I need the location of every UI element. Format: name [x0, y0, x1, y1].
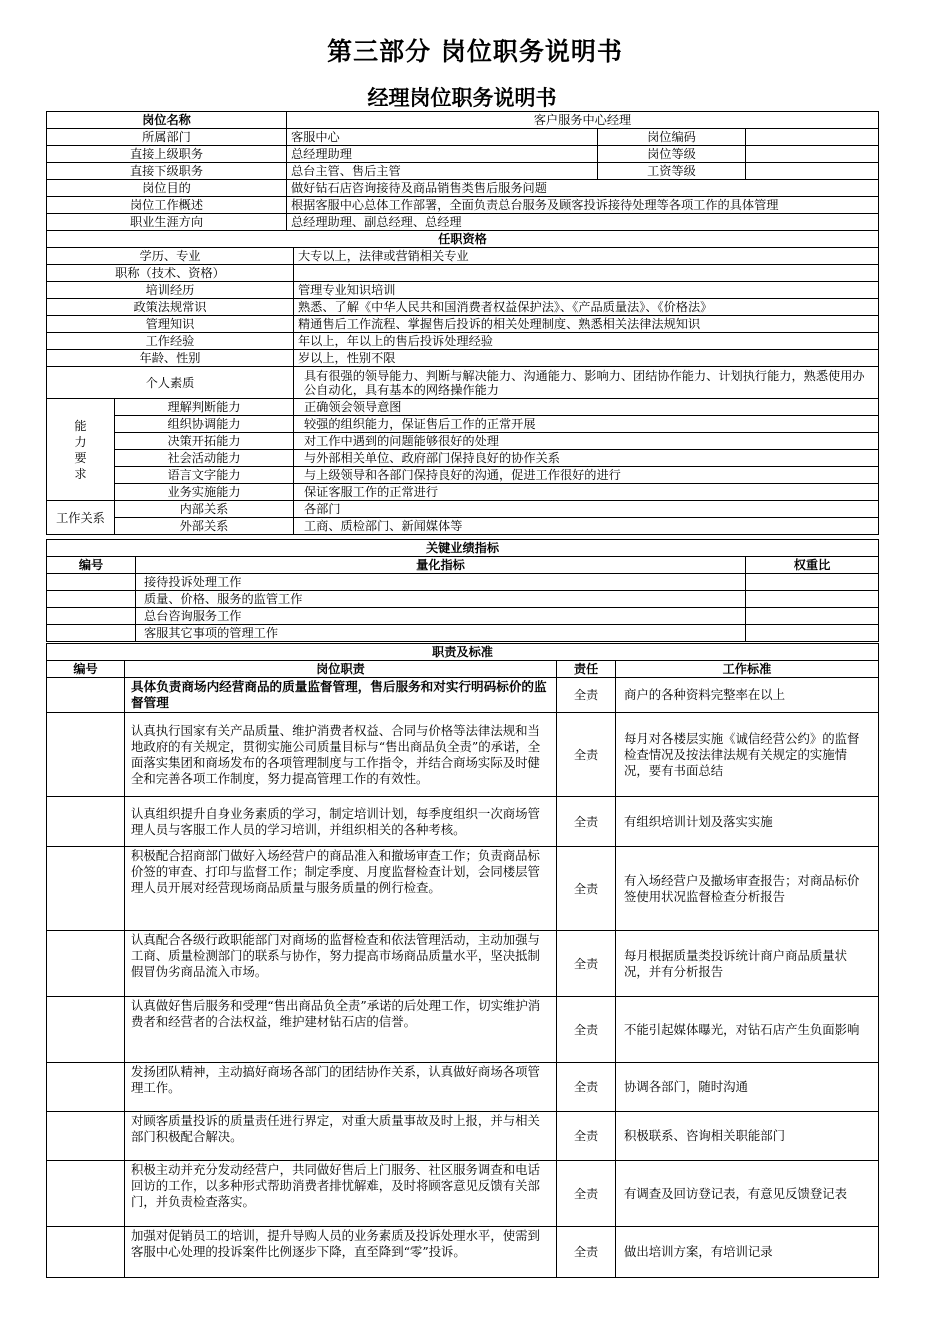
duty-text: 发扬团队精神，主动搞好商场各部门的团结协作关系，认真做好商场各项管理工作。 [125, 1063, 557, 1112]
duty-resp: 全责 [557, 797, 616, 847]
subordinate-value: 总台主管、售后主管 [287, 163, 598, 180]
ability-row [47, 433, 879, 450]
kpi-weight [746, 608, 879, 625]
ability-row [47, 484, 879, 501]
duties-col-std: 工作标准 [616, 661, 879, 678]
duty-text: 具体负责商场内经营商品的质量监督管理，售后服务和对实行明码标价的监督管理 [125, 678, 557, 713]
relation-label: 内部关系 [115, 501, 294, 518]
kpi-no [47, 608, 136, 625]
ability-row [47, 399, 879, 416]
level-value [746, 146, 879, 163]
kpi-metric: 总台咨询服务工作 [136, 608, 746, 625]
duty-standard: 积极联系、咨询相关职能部门 [616, 1112, 879, 1161]
qual-row [47, 282, 879, 299]
duty-no [47, 847, 125, 931]
qual-value [294, 265, 879, 282]
kpi-section-row [47, 540, 879, 557]
duty-no [47, 997, 125, 1063]
duty-resp: 全责 [557, 1161, 616, 1227]
purpose-value: 做好钻石店咨询接待及商品销售类售后服务问题 [287, 180, 879, 197]
superior-label: 直接上级职务 [47, 146, 287, 163]
relation-label: 外部关系 [115, 518, 294, 535]
ability-row [47, 416, 879, 433]
duty-resp: 全责 [557, 847, 616, 931]
qual-row [47, 299, 879, 316]
subordinate-label: 直接下级职务 [47, 163, 287, 180]
wage-value [746, 163, 879, 180]
career-label: 职业生涯方向 [47, 214, 287, 231]
duty-row [47, 1112, 879, 1161]
kpi-row [47, 591, 879, 608]
overview-value: 根据客服中心总体工作部署，全面负责总台服务及顾客投诉接待处理等各项工作的具体管理 [287, 197, 879, 214]
duty-resp: 全责 [557, 997, 616, 1063]
duties-section-title: 职责及标准 [47, 644, 879, 661]
kpi-no [47, 574, 136, 591]
duty-row [47, 713, 879, 797]
ability-group-label: 能力要求 [47, 399, 115, 501]
duties-col-no: 编号 [47, 661, 125, 678]
duty-resp: 全责 [557, 1112, 616, 1161]
relation-group-label: 工作关系 [47, 501, 115, 535]
ability-row [47, 467, 879, 484]
ability-value: 对工作中遇到的问题能够很好的处理 [294, 433, 879, 450]
duty-resp: 全责 [557, 678, 616, 713]
duty-resp: 全责 [557, 1227, 616, 1278]
duty-standard: 不能引起媒体曝光，对钻石店产生负面影响 [616, 997, 879, 1063]
kpi-metric: 质量、价格、服务的监管工作 [136, 591, 746, 608]
kpi-table [46, 539, 879, 642]
career-row [47, 214, 879, 231]
kpi-weight [746, 574, 879, 591]
part-title: 第三部分 岗位职务说明书 [327, 37, 623, 66]
ability-value: 正确领会领导意图 [294, 399, 879, 416]
position-name-row [47, 112, 879, 129]
duty-row [47, 931, 879, 997]
kpi-header-row [47, 557, 879, 574]
duty-standard: 协调各部门，随时沟通 [616, 1063, 879, 1112]
kpi-no [47, 591, 136, 608]
ability-label: 决策开拓能力 [115, 433, 294, 450]
ability-label: 组织协调能力 [115, 416, 294, 433]
duty-row [47, 797, 879, 847]
duty-text: 认真组织提升自身业务素质的学习，制定培训计划，每季度组织一次商场管理人员与客服工作人员的学习培训，并组织相关的各种考核。 [125, 797, 557, 847]
duty-standard: 每月对各楼层实施《诚信经营公约》的监督检查情况及按法律法规有关规定的实施情况，要有书面总结 [616, 713, 879, 797]
superior-row [47, 146, 879, 163]
relation-row [47, 501, 879, 518]
qual-value: 管理专业知识培训 [294, 282, 879, 299]
duties-table [46, 643, 879, 1278]
qualification-section-title: 任职资格 [47, 231, 879, 248]
qual-value: 熟悉、了解《中华人民共和国消费者权益保护法》、《产品质量法》、《价格法》 [294, 299, 879, 316]
relation-value: 工商、质检部门、新闻媒体等 [294, 518, 879, 535]
duty-row [47, 847, 879, 931]
duties-col-duty: 岗位职责 [125, 661, 557, 678]
duties-col-resp: 责任 [557, 661, 616, 678]
qual-label: 培训经历 [47, 282, 294, 299]
kpi-row [47, 608, 879, 625]
qual-label: 职称（技术、资格） [47, 265, 294, 282]
ability-value: 保证客服工作的正常进行 [294, 484, 879, 501]
qual-row [47, 316, 879, 333]
position-name-value: 客户服务中心经理 [287, 112, 879, 129]
duty-row [47, 997, 879, 1063]
qual-row [47, 333, 879, 350]
qual-label: 管理知识 [47, 316, 294, 333]
duties-header-row [47, 661, 879, 678]
qual-row [47, 265, 879, 282]
dept-label: 所属部门 [47, 129, 287, 146]
overview-label: 岗位工作概述 [47, 197, 287, 214]
duty-no [47, 713, 125, 797]
qual-label: 个人素质 [47, 367, 294, 399]
duty-no [47, 1161, 125, 1227]
duty-no [47, 797, 125, 847]
ability-label: 语言文字能力 [115, 467, 294, 484]
ability-row [47, 450, 879, 467]
qual-value: 精通售后工作流程、掌握售后投诉的相关处理制度、熟悉相关法律法规知识 [294, 316, 879, 333]
ability-value: 较强的组织能力，保证售后工作的正常开展 [294, 416, 879, 433]
code-value [746, 129, 879, 146]
ability-value: 与外部相关单位、政府部门保持良好的协作关系 [294, 450, 879, 467]
kpi-weight [746, 591, 879, 608]
duty-row [47, 1063, 879, 1112]
duty-resp: 全责 [557, 1063, 616, 1112]
kpi-row [47, 625, 879, 642]
duty-row [47, 1227, 879, 1278]
kpi-col-no: 编号 [47, 557, 136, 574]
duty-text: 加强对促销员工的培训，提升导购人员的业务素质及投诉处理水平，使需到客服中心处理的投诉案件比例逐步下降，直至降到“零”投诉。 [125, 1227, 557, 1278]
duty-standard: 有组织培训计划及落实实施 [616, 797, 879, 847]
duty-standard: 每月根据质量类投诉统计商户商品质量状况，并有分析报告 [616, 931, 879, 997]
code-label: 岗位编码 [598, 129, 746, 146]
relation-row [47, 518, 879, 535]
ability-label: 业务实施能力 [115, 484, 294, 501]
duty-text: 认真配合各级行政职能部门对商场的监督检查和依法管理活动，主动加强与工商、质量检测部门的联系与协作，努力提高市场商品质量水平，坚决抵制假冒伪劣商品流入市场。 [125, 931, 557, 997]
purpose-label: 岗位目的 [47, 180, 287, 197]
basic-info-table [46, 111, 879, 535]
qual-value: 具有很强的领导能力、判断与解决能力、沟通能力、影响力、团结协作能力、计划执行能力，熟悉使用办公自动化，具有基本的网络操作能力 [294, 367, 879, 399]
duty-text: 认真执行国家有关产品质量、维护消费者权益、合同与价格等法律法规和当地政府的有关规定，贯彻实施公司质量目标与“售出商品负全责”的承诺，全面落实集团和商场发布的各项管理制度与工作指令，并结合商场实际及时健全和完善各项工作制度，努力提高管理工作的有效性。 [125, 713, 557, 797]
dept-value: 客服中心 [287, 129, 598, 146]
qual-value: 岁以上，性别不限 [294, 350, 879, 367]
qual-label: 工作经验 [47, 333, 294, 350]
kpi-section-title: 关键业绩指标 [47, 540, 879, 557]
qual-label: 年龄、性别 [47, 350, 294, 367]
qual-row [47, 248, 879, 265]
ability-label: 理解判断能力 [115, 399, 294, 416]
overview-row [47, 197, 879, 214]
duty-text: 认真做好售后服务和受理“售出商品负全责”承诺的后处理工作，切实维护消费者和经营者的合法权益，维护建材钻石店的信誉。 [125, 997, 557, 1063]
ability-value: 与上级领导和各部门保持良好的沟通，促进工作很好的进行 [294, 467, 879, 484]
duty-row [47, 678, 879, 713]
duty-resp: 全责 [557, 713, 616, 797]
qual-value: 大专以上，法律或营销相关专业 [294, 248, 879, 265]
purpose-row [47, 180, 879, 197]
kpi-row [47, 574, 879, 591]
duty-no [47, 1227, 125, 1278]
ability-label: 社会活动能力 [115, 450, 294, 467]
duty-no [47, 1112, 125, 1161]
duties-section-row [47, 644, 879, 661]
qual-label: 学历、专业 [47, 248, 294, 265]
duty-no [47, 678, 125, 713]
kpi-metric: 客服其它事项的管理工作 [136, 625, 746, 642]
qualification-section-row [47, 231, 879, 248]
duty-no [47, 931, 125, 997]
kpi-col-metric: 量化指标 [136, 557, 746, 574]
qual-row [47, 350, 879, 367]
kpi-col-weight: 权重比 [746, 557, 879, 574]
subordinate-row [47, 163, 879, 180]
relation-value: 各部门 [294, 501, 879, 518]
wage-label: 工资等级 [598, 163, 746, 180]
qual-label: 政策法规常识 [47, 299, 294, 316]
kpi-metric: 接待投诉处理工作 [136, 574, 746, 591]
duty-text: 对顾客质量投诉的质量责任进行界定，对重大质量事故及时上报，并与相关部门积极配合解决。 [125, 1112, 557, 1161]
duty-standard: 有入场经营户及撤场审查报告；对商品标价签使用状况监督检查分析报告 [616, 847, 879, 931]
duty-standard: 做出培训方案，有培训记录 [616, 1227, 879, 1278]
qual-value: 年以上，年以上的售后投诉处理经验 [294, 333, 879, 350]
duty-text: 积极主动并充分发动经营户，共同做好售后上门服务、社区服务调查和电话回访的工作，以多种形式帮助消费者排忧解难，及时将顾客意见反馈有关部门，并负责检查落实。 [125, 1161, 557, 1227]
duty-standard: 有调查及回访登记表，有意见反馈登记表 [616, 1161, 879, 1227]
qual-row [47, 367, 879, 399]
level-label: 岗位等级 [598, 146, 746, 163]
document-title: 经理岗位职务说明书 [367, 86, 557, 110]
kpi-weight [746, 625, 879, 642]
duty-text: 积极配合招商部门做好入场经营户的商品准入和撤场审查工作；负责商品标价签的审查、打印与监督工作；制定季度、月度监督检查计划，会同楼层管理人员开展对经营现场商品质量与服务质量的例行检查。 [125, 847, 557, 931]
dept-row [47, 129, 879, 146]
duty-row [47, 1161, 879, 1227]
superior-value: 总经理助理 [287, 146, 598, 163]
duty-no [47, 1063, 125, 1112]
duty-standard: 商户的各种资料完整率在以上 [616, 678, 879, 713]
position-name-label: 岗位名称 [47, 112, 287, 129]
duty-resp: 全责 [557, 931, 616, 997]
kpi-no [47, 625, 136, 642]
career-value: 总经理助理、副总经理、总经理 [287, 214, 879, 231]
